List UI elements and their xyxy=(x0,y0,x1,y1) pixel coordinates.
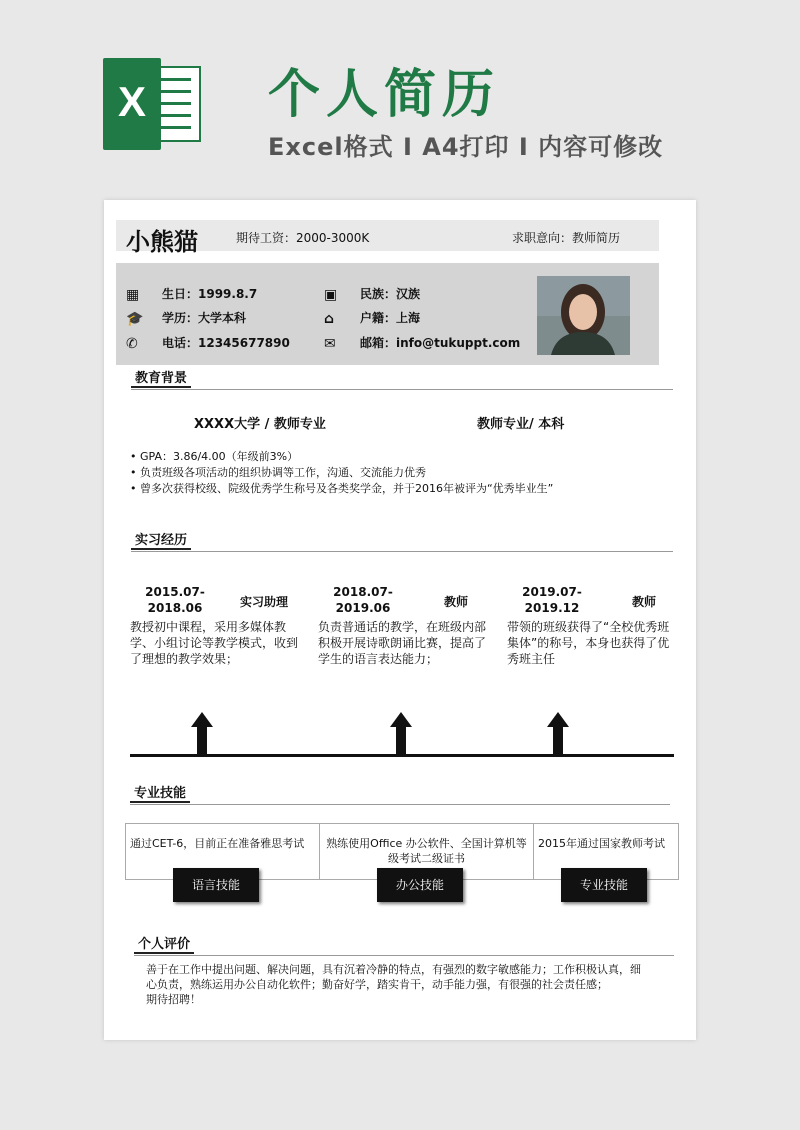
excel-x-tile xyxy=(103,58,161,150)
email-text: 邮箱：info@tukuppt.com xyxy=(360,336,521,350)
education-bullets xyxy=(130,449,553,497)
banner-subtitle: Excel格式 I A4打印 I 内容可修改 xyxy=(268,133,664,161)
job-desc: 带领的班级获得了“全校优秀班集体”的称号，本身也获得了优秀班主任 xyxy=(507,620,670,666)
skill-desc-professional: 2015年通过国家教师考试 xyxy=(533,824,678,879)
banner-title: 个人简历 xyxy=(268,65,501,125)
birth-text: 生日：1999.8.7 xyxy=(162,287,258,301)
job-date: 2015.07- 2018.06 xyxy=(145,585,205,615)
skills-heading xyxy=(130,782,670,802)
job-date: 2018.07- 2019.06 xyxy=(333,585,393,615)
job-date: 2019.07- 2019.12 xyxy=(522,585,582,615)
skill-desc-office: 熟练使用Office 办公软件、全国计算机等级考试二级证书 xyxy=(319,824,533,879)
education-text: 学历：大学本科 xyxy=(162,311,247,325)
info-phone xyxy=(126,334,290,352)
evaluation-heading xyxy=(134,933,674,953)
education-heading-text: 教育背景 xyxy=(131,367,191,388)
evaluation-paragraph: 善于在工作中提出问题、解决问题，具有沉着冷静的特点，有强烈的数字敏感能力；工作积极认真，细心负责，熟练运用办公自动化软件；勤奋好学，踏实肯干，动手能力强，有很强的社会责任感； xyxy=(146,963,641,991)
calendar-icon: ▦ xyxy=(126,286,140,303)
job-desc: 负责普通话的教学，在班级内部积极开展诗歌朗诵比赛，提高了学生的语言表达能力； xyxy=(318,620,487,666)
up-arrow-icon xyxy=(547,712,569,754)
name-bar xyxy=(116,220,659,256)
ethnicity-text: 民族：汉族 xyxy=(360,287,421,301)
bullet-gpa: • GPA：3.86/4.00（年级前3%） xyxy=(130,450,299,463)
skill-desc-language: 通过CET-6，目前正在准备雅思考试 xyxy=(130,837,305,850)
info-email xyxy=(324,334,520,352)
envelope-icon: ✉ xyxy=(324,335,336,352)
info-birth xyxy=(126,285,257,303)
professional-skill-tag: 专业技能 xyxy=(561,868,647,902)
excel-logo-letter: X xyxy=(117,78,146,125)
resume-page xyxy=(104,200,696,1040)
degree: 教师专业/ 本科 xyxy=(477,417,565,432)
up-arrow-icon xyxy=(390,712,412,754)
info-ethnicity xyxy=(324,285,420,303)
hometown-text: 户籍：上海 xyxy=(360,311,421,325)
office-skill-tag: 办公技能 xyxy=(377,868,463,902)
job-intent: 求职意向：教师简历 xyxy=(512,231,621,245)
skills-heading-text: 专业技能 xyxy=(130,782,190,803)
bullet-activities: • 负责班级各项活动的组织协调等工作，沟通、交流能力优秀 xyxy=(130,466,426,479)
excel-icon xyxy=(103,58,203,150)
job-desc: 教授初中课程，采用多媒体教学、小组讨论等教学模式，收到了理想的教学效果； xyxy=(130,620,299,666)
evaluation-text xyxy=(146,962,646,1007)
language-skill-tag: 语言技能 xyxy=(173,868,259,902)
school-name: XXXX大学 / 教师专业 xyxy=(194,417,326,432)
job-role: 教师 xyxy=(632,595,657,609)
info-education xyxy=(126,309,246,327)
home-icon: ⌂ xyxy=(324,310,335,327)
candidate-name: 小熊猫 xyxy=(126,228,198,256)
expected-salary: 期待工资：2000-3000K xyxy=(236,231,370,245)
profile-photo xyxy=(537,276,630,355)
phone-icon: ✆ xyxy=(126,335,138,352)
education-heading xyxy=(131,367,673,387)
internship-heading xyxy=(131,529,673,549)
phone-text: 电话：12345677890 xyxy=(162,336,290,350)
job-role: 实习助理 xyxy=(240,595,289,609)
evaluation-closing: 期待招聘！ xyxy=(146,993,201,1006)
job-role: 教师 xyxy=(444,595,469,609)
graduation-cap-icon: 🎓 xyxy=(126,310,144,327)
bullet-awards: • 曾多次获得校级、院级优秀学生称号及各类奖学金，并于2016年被评为“优秀毕业生” xyxy=(130,482,554,495)
internship-heading-text: 实习经历 xyxy=(131,529,191,550)
up-arrow-icon xyxy=(191,712,213,754)
id-card-icon: ▣ xyxy=(324,286,338,303)
personal-info-box xyxy=(116,263,659,365)
timeline-line xyxy=(130,754,674,757)
info-hometown xyxy=(324,309,420,327)
evaluation-heading-text: 个人评价 xyxy=(134,933,194,954)
